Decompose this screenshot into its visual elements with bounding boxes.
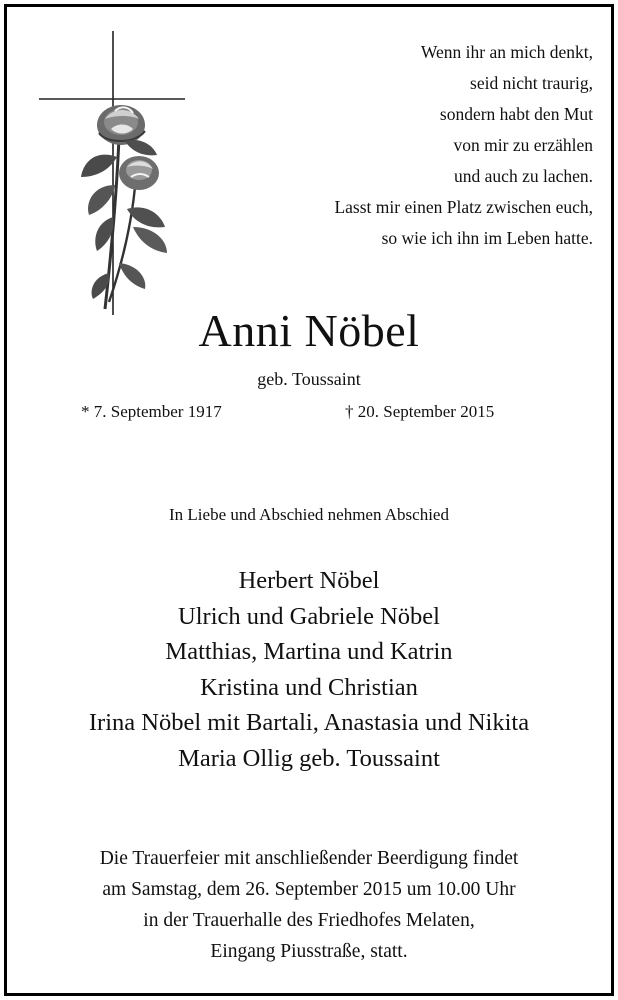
service-line: Die Trauerfeier mit anschließender Beerdigung findet [99, 848, 519, 869]
poem [233, 37, 593, 254]
mourner-line: Herbert Nöbel [238, 567, 380, 594]
obituary-notice [4, 4, 614, 996]
deceased-name: Anni Nöbel [198, 305, 420, 356]
mourner-line: Kristina und Christian [200, 673, 418, 701]
mourner-line: Matthias, Martina und Katrin [165, 638, 453, 665]
poem-line: von mir zu erzählen [453, 135, 593, 155]
poem-line: und auch zu lachen. [454, 166, 593, 186]
death-date: † 20. September 2015 [345, 402, 495, 421]
birth-date: * 7. September 1917 [81, 402, 222, 421]
service-info [7, 843, 611, 967]
service-line: in der Trauerhalle des Friedhofes Melaten, [143, 910, 475, 931]
mourners-list [7, 563, 611, 776]
mourner-line: Irina Nöbel mit Bartali, Anastasia und Nikita [88, 709, 530, 736]
farewell-line: In Liebe und Abschied nehmen Abschied [169, 505, 449, 524]
maiden-name: geb. Toussaint [257, 369, 361, 389]
cross-with-rose-icon [35, 27, 195, 317]
mourner-line: Ulrich und Gabriele Nöbel [178, 602, 440, 630]
mourner-line: Maria Ollig geb. Toussaint [178, 744, 440, 772]
poem-line: so wie ich ihn im Leben hatte. [381, 228, 593, 248]
poem-line: Wenn ihr an mich denkt, [420, 42, 593, 62]
poem-line: seid nicht traurig, [470, 73, 593, 93]
poem-line: Lasst mir einen Platz zwischen euch, [334, 197, 593, 217]
service-line: am Samstag, dem 26. September 2015 um 10.00 Uhr [102, 879, 516, 900]
service-line: Eingang Piusstraße, statt. [210, 941, 408, 962]
poem-line: sondern habt den Mut [439, 104, 593, 124]
